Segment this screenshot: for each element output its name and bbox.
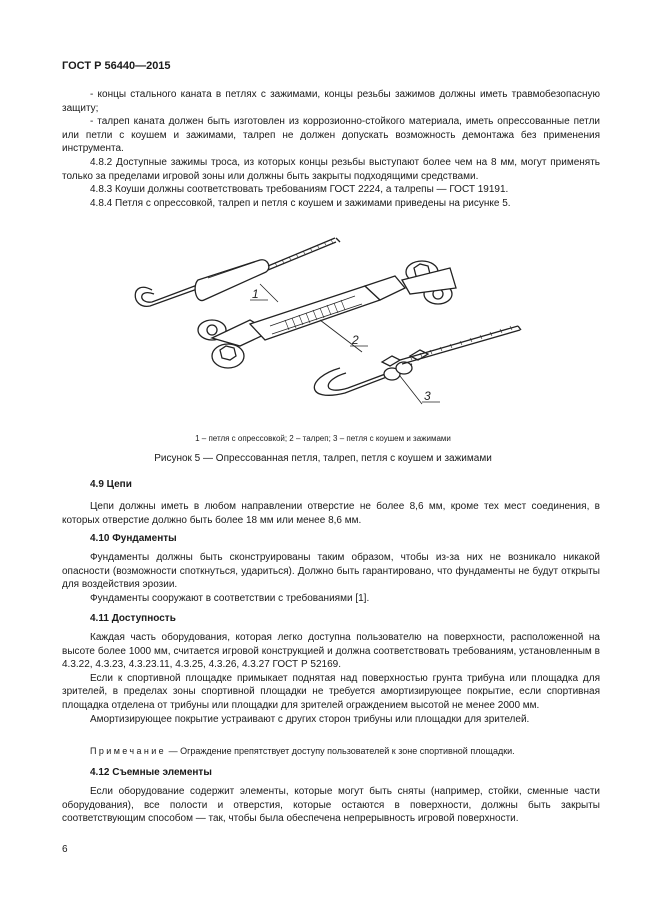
figure-label-2: 2 xyxy=(352,333,359,347)
paragraph: Если оборудование содержит элементы, которые могут быть сняты (например, стойки, сменные части оборудования), все полости и отверстия, которые остаются в поверхности, должны быть закрыты соответствующим способом — так, чтобы была обеспечена непрерывность игровой поверхности. xyxy=(62,786,600,825)
clause-4-8-3: 4.8.3 Коуши должны соответствовать требованиям ГОСТ 2224, а талрепы — ГОСТ 19191. xyxy=(90,184,509,196)
figure-5-illustration xyxy=(100,228,550,428)
paragraph: Фундаменты сооружают в соответствии с требованиями [1]. xyxy=(90,592,370,604)
figure-label-1: 1 xyxy=(252,287,259,301)
section-heading-4-12: 4.12 Съемные элементы xyxy=(90,767,212,778)
paragraph: Каждая часть оборудования, которая легко доступна пользователю на поверхности, расположенной на высоте более 1000 мм, считается игровой конструкцией и должна соответствовать требованиям, установленным в 4.3.22, 4.3.23, 4.3.23.11, 4.3.25, 4.3.26, 4.3.27 ГОСТ Р 52169. xyxy=(62,632,600,671)
bullet-item: - концы стального каната в петлях с зажимами, концы резьбы зажимов должны иметь травмобезопасную защиту; xyxy=(62,89,600,114)
note xyxy=(62,745,600,759)
paragraph: Цепи должны иметь в любом направлении отверстие не более 8,6 мм, кроме тех мест соединения, в которых отверстие должно быть более 18 мм или менее 8,6 мм. xyxy=(62,501,600,526)
page-number: 6 xyxy=(62,844,68,855)
section-heading-4-10: 4.10 Фундаменты xyxy=(90,533,177,544)
clause-4-8-4: 4.8.4 Петля с опрессовкой, талреп и петля с коушем и зажимами приведены на рисунке 5. xyxy=(90,197,511,209)
paragraph: Если к спортивной площадке примыкает поднятая над поверхностью грунта трибуна или площадка для зрителей, в пределах зоны спортивной площадки не требуется амортизирующее покрытие, если спортивная площадка отделена от трибуны или площадки для зрителей ограждением высотой не менее 2000 мм. xyxy=(62,672,600,711)
paragraph: Амортизирующее покрытие устраивают с других сторон трибуны или площадки для зрителей. xyxy=(90,713,530,725)
bullet-item: - талреп каната должен быть изготовлен из коррозионно-стойкого материала, иметь опрессованные петли или петли с коушем и зажимами, талреп не должен допускать возможность демонтажа без применения инструмента. xyxy=(62,116,600,155)
section-4-11-body xyxy=(62,631,600,726)
section-4-10-body xyxy=(62,551,600,605)
clause-4-8-2: 4.8.2 Доступные зажимы троса, из которых концы резьбы выступают более чем на 8 мм, могут применять только за пределами игровой зоны или должны быть закрыты подходящими средствами. xyxy=(62,156,600,182)
figure-caption: Рисунок 5 — Опрессованная петля, талреп, петля с коушем и зажимами xyxy=(154,453,492,464)
swaged-loop-drawing xyxy=(135,238,340,306)
document-header: ГОСТ Р 56440—2015 xyxy=(62,60,171,72)
intro-block xyxy=(62,88,600,210)
section-4-9-body xyxy=(62,500,600,527)
thimble-loop-drawing xyxy=(314,326,521,395)
section-heading-4-11: 4.11 Доступность xyxy=(90,613,176,624)
note-label: Примечание xyxy=(90,746,167,756)
section-heading-4-9: 4.9 Цепи xyxy=(90,479,132,490)
figure-legend: 1 – петля с опрессовкой; 2 – талреп; 3 – петля с коушем и зажимами xyxy=(195,434,451,443)
figure-label-3: 3 xyxy=(424,389,431,403)
paragraph: Фундаменты должны быть сконструированы таким образом, чтобы из-за них не возникало никакой опасности (возможности споткнуться, удариться). Должно быть гарантировано, что фундаменты не будут открыты для воздействия эрозии. xyxy=(62,552,600,591)
note-text: — Ограждение препятствует доступу пользователей к зоне спортивной площадки. xyxy=(166,746,515,756)
section-4-12-body xyxy=(62,785,600,826)
